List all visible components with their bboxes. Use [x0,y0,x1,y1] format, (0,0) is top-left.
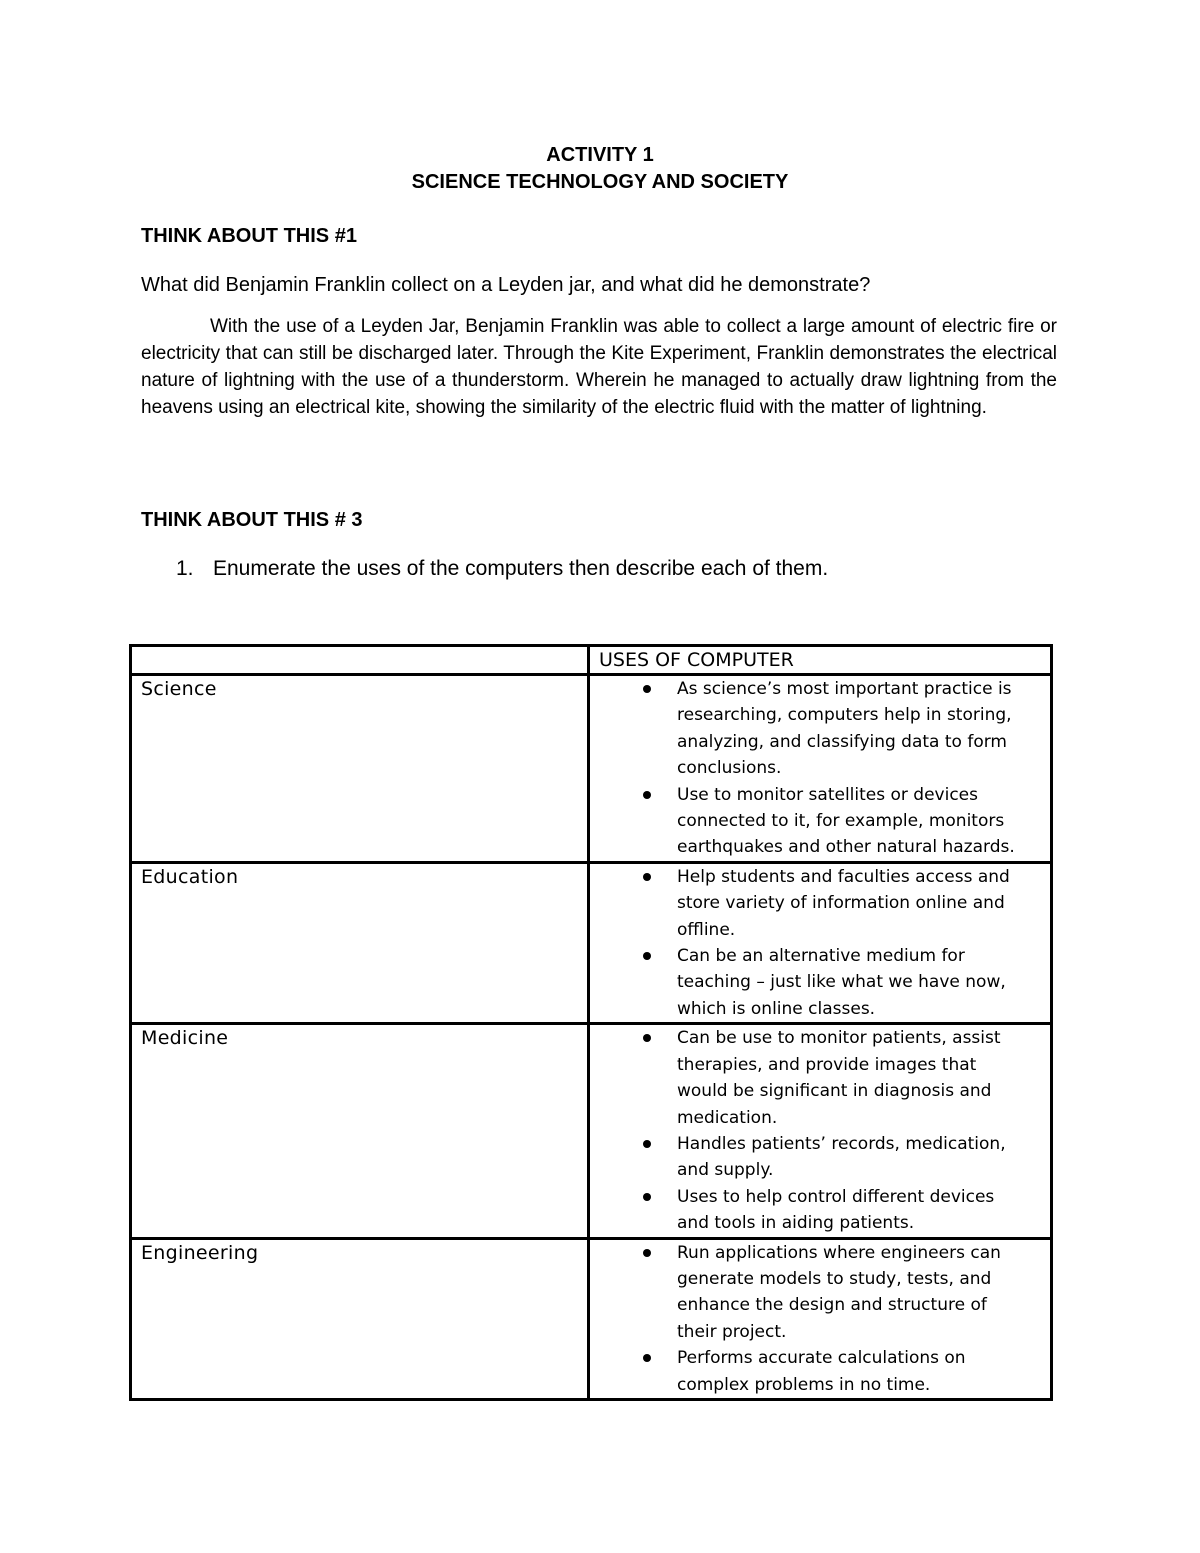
table-header-row [131,646,1052,675]
field-label-medicine: Medicine [141,1027,229,1050]
section-1-heading: THINK ABOUT THIS #1 [141,225,357,247]
section-3-heading: THINK ABOUT THIS # 3 [141,509,363,531]
bullet-icon [643,1193,651,1201]
table-row [131,1238,1052,1399]
table-row [131,675,1052,863]
header-right-label: USES OF COMPUTER [599,649,794,671]
list-item [590,864,1050,943]
list-item-text: Can be an alternative medium for teaching – just like what we have now, which is online classes. [677,946,1006,1019]
uses-cell [589,1024,1052,1238]
uses-list [590,864,1050,1022]
bullet-icon [643,873,651,881]
bullet-icon [643,1354,651,1362]
bullet-icon [643,1140,651,1148]
list-item [590,1131,1050,1184]
field-label-science: Science [141,678,217,700]
bullet-icon [643,791,651,799]
header-cell-left [131,646,589,675]
list-item [590,782,1050,861]
section-1-question: What did Benjamin Franklin collect on a Leyden jar, and what did he demonstrate? [141,274,871,296]
list-item [590,1184,1050,1237]
bullet-icon [643,1249,651,1257]
field-label-engineering: Engineering [141,1241,259,1264]
bullet-icon [643,1034,651,1042]
list-item [590,1345,1050,1398]
list-item-text: Can be use to monitor patients, assist therapies, and provide images that would be significant in diagnosis and medication. [677,1028,1001,1128]
field-cell [131,862,589,1023]
course-title: SCIENCE TECHNOLOGY AND SOCIETY [411,171,789,193]
header-cell-right [589,646,1052,675]
activity-title: ACTIVITY 1 [546,144,654,166]
list-item-text: Use to monitor satellites or devices connected to it, for example, monitors earthquakes and other natural hazards. [677,784,1015,858]
uses-cell [589,1238,1052,1399]
field-cell [131,675,589,863]
item-number: 1. [176,557,194,580]
field-label-education: Education [141,865,239,888]
section-1-answer: With the use of a Leyden Jar, Benjamin Franklin was able to collect a large amount of electric fire or electricity that can still be discharged later. Through the Kite Experiment, Franklin demonstrates the electrical nature of lightning with the use of a thunderstorm. Wherein he managed to actually draw lightning from the heavens using an electrical kite, showing the similarity of the electric fluid with the matter of lightning. [141,316,1057,418]
bullet-icon [643,685,651,693]
list-item-text: Help students and faculties access and store variety of information online and offline. [677,866,1010,940]
list-item [590,676,1050,782]
list-item [590,943,1050,1022]
list-item [590,1240,1050,1346]
item-text: Enumerate the uses of the computers then describe each of them. [213,557,829,580]
section-3-enumerated-item [176,555,828,583]
table-row [131,1024,1052,1238]
list-item [590,1025,1050,1131]
uses-cell [589,675,1052,863]
list-item-text: Performs accurate calculations on complex problems in no time. [677,1348,966,1395]
uses-list [590,676,1050,861]
list-item-text: As science’s most important practice is researching, computers help in storing, analyzing, and classifying data to form conclusions. [677,679,1012,779]
uses-cell [589,862,1052,1023]
uses-list [590,1025,1050,1236]
list-item-text: Run applications where engineers can generate models to study, tests, and enhance the design and structure of their project. [677,1242,1001,1342]
bullet-icon [643,952,651,960]
uses-of-computer-table [129,644,1053,1401]
list-item-text: Handles patients’ records, medication, and supply. [677,1133,1006,1181]
uses-list [590,1240,1050,1398]
list-item-text: Uses to help control different devices and tools in aiding patients. [677,1186,995,1234]
field-cell [131,1024,589,1238]
field-cell [131,1238,589,1399]
table-row [131,862,1052,1023]
header-left-label [132,647,587,648]
